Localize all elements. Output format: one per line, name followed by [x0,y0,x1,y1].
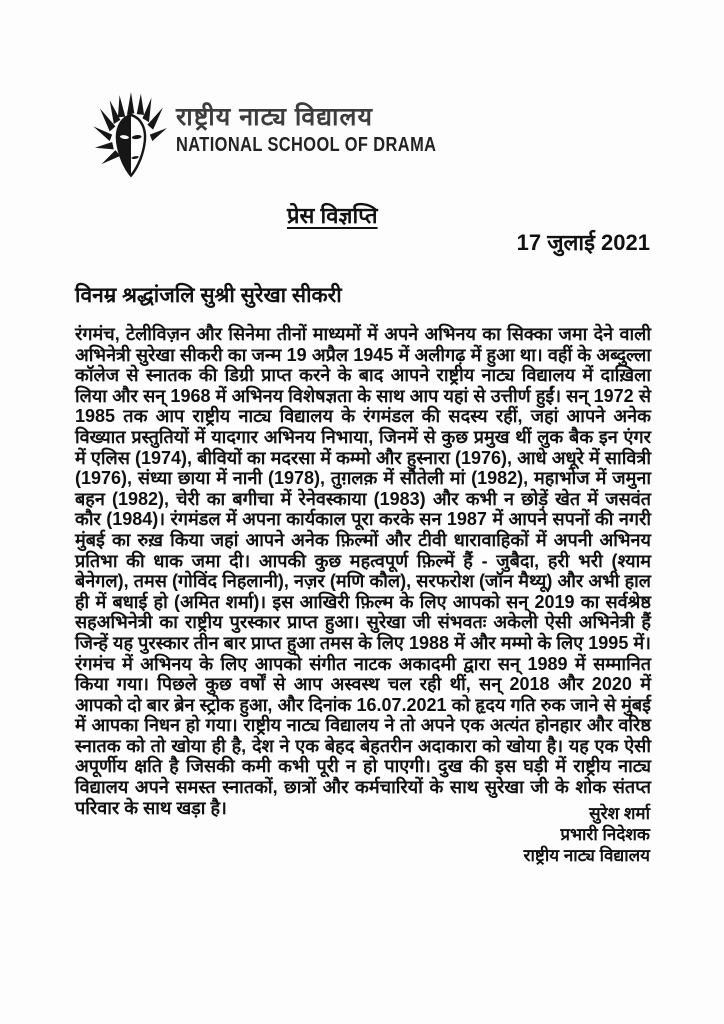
signature-block [524,803,650,866]
logo-title-english: NATIONAL SCHOOL OF DRAMA [176,134,437,156]
signatory-name: सुरेश शर्मा [589,804,650,823]
document-date: 17 जुलाई 2021 [516,230,650,255]
nsd-mask-logo-icon [90,92,172,178]
body-paragraph: रंगमंच, टेलीविज़न और सिनेमा तीनों माध्यमों में अपने अभिनय का सिक्का जमा देने वाली अभिनेत्री सुरेखा सीकरी का जन्म 19 अप्रैल 1945 में अलीगढ़ में हुआ था। वहीं के अब्दुल्ला कॉलेज से स्नातक की डिग्री प्राप्त करने के बाद आपने राष्ट्रीय नाट्य विद्यालय में दाख़िला लिया और सन् 1968 में अभिनय विशेषज्ञता के साथ आप यहां से उत्तीर्ण हुईं। सन् 1972 से 1985 तक आप राष्ट्रीय नाट्य विद्यालय के रंगमंडल की सदस्य रहीं, जहां आपने अनेक विख्यात प्रस्तुतियों में यादगार अभिनय निभाया, जिनमें से कुछ प्रमुख थीं लुक बैक इन एंगर में एलिस (1974), बीवियों का मदरसा में कम्मो और हुस्नारा (1976), आधे अधूरे में सावित्री (1976), संध्या छाया में नानी (1978), तुग़लक़ में सौतेली मां (1982), महाभोज में जमुना बहन (1982), चेरी का बगीचा में रेनेवस्काया (1983) और कभी न छोड़ें खेत में जसवंत कौर (1984)। रंगमंडल में अपना कार्यकाल पूरा करके सन 1987 में आपने सपनों की नगरी मुंबई का रुख़ किया जहां आपने अनेक फ़िल्मों और टीवी धारावाहिकों में अपनी अभिनय प्रतिभा की धाक जमा दी। आपकी कुछ महत्वपूर्ण फ़िल्में हैं - जुबैदा, हरी भरी (श्याम बेनेगल), तमस (गोविंद निहलानी), नज़र (मणि कौल), सरफरोश (जॉन मैथ्यू) और अभी हाल ही में बधाई हो (अमित शर्मा)। इस आखिरी फ़िल्म के लिए आपको सन् 2019 का सर्वश्रेष्ठ सहअभिनेत्री का राष्ट्रीय पुरस्कार प्राप्त हुआ। सुरेखा जी संभवतः अकेली ऐसी अभिनेत्री हैं जिन्हें यह पुरस्कार तीन बार प्राप्त हुआ तमस के लिए 1988 में और मम्मो के लिए 1995 में। रंगमंच में अभिनय के लिए आपको संगीत नाटक अकादमी द्वारा सन् 1989 में सम्मानित किया गया। पिछले कुछ वर्षों से आप अस्वस्थ चल रही थीं, सन् 2018 और 2020 में आपको दो बार ब्रेन स्ट्रोक हुआ, और दिनांक 16.07.2021 को हृदय गति रुक जाने से मुंबई में आपका निधन हो गया। राष्ट्रीय नाट्य विद्यालय ने तो अपने एक अत्यंत होनहार और वरिष्ठ स्नातक को तो खोया ही है, देश ने एक बेहद बेहतरीन अदाकारा को खोया है। यह एक ऐसी अपूर्णीय क्षति है जिसकी कमी कभी पूरी न हो पाएगी। दुख की इस घड़ी में राष्ट्रीय नाट्य विद्यालय अपने समस्त स्नातकों, छात्रों और कर्मचारियों के साथ सुरेखा जी के शोक संतप्त परिवार के साथ खड़ा है। [75,324,651,818]
signatory-designation: प्रभारी निदेशक [560,825,650,844]
nsd-letterhead [90,92,494,178]
logo-text [176,92,494,157]
tribute-heading: विनम्र श्रद्धांजलि सुश्री सुरेखा सीकरी [75,284,342,307]
logo-title-hindi: राष्ट्रीय नाट्य विद्यालय [176,103,373,131]
press-release-title: प्रेस विज्ञप्ति [287,203,378,228]
signatory-organization: राष्ट्रीय नाट्य विद्यालय [523,846,650,865]
